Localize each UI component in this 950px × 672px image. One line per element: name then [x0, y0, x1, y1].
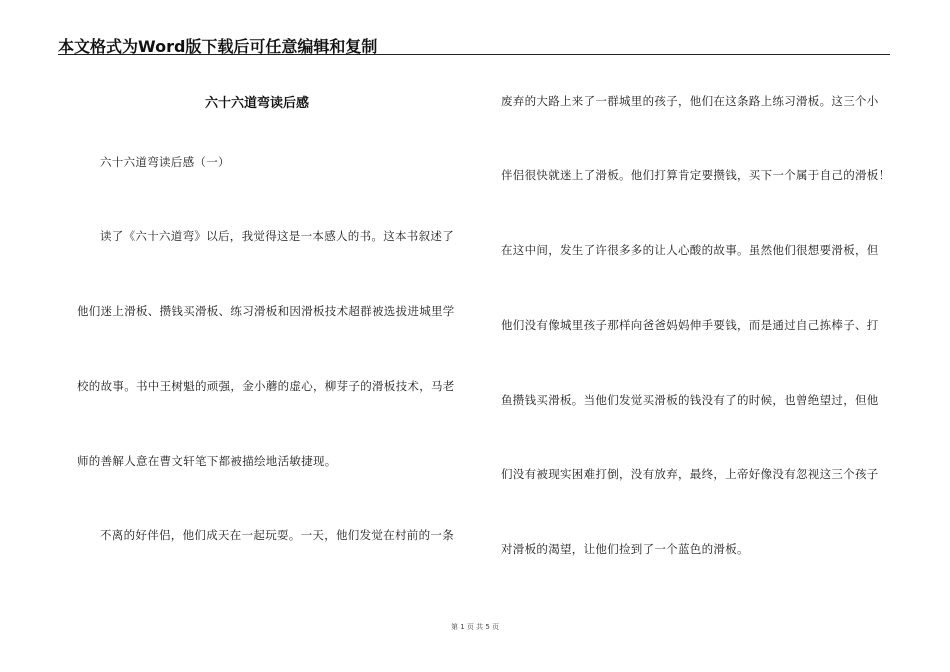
document-title: 六十六道弯读后感: [205, 96, 310, 111]
right-paragraph-line: 伴侣很快就迷上了滑板。他们打算肯定要攒钱，买下一个属于自己的滑板！: [501, 168, 891, 182]
left-paragraph-line: 六十六道弯读后感（一）: [100, 155, 230, 169]
header-divider: [58, 54, 890, 55]
left-paragraph-line: 师的善解人意在曹文轩笔下都被描绘地活敏捷现。: [77, 454, 337, 468]
right-paragraph-line: 对滑板的渴望，让他们捡到了一个蓝色的滑板。: [501, 542, 749, 556]
left-paragraph-line: 他们迷上滑板、攒钱买滑板、练习滑板和因滑板技术超群被选拔进城里学: [77, 304, 455, 318]
left-paragraph-line: 读了《六十六道弯》以后，我觉得这是一本感人的书。这本书叙述了: [100, 229, 454, 243]
right-paragraph-line: 他们没有像城里孩子那样向爸爸妈妈伸手要钱，而是通过自己拣棒子、打: [501, 318, 879, 332]
right-paragraph-line: 在这中间，发生了许很多多的让人心酸的故事。虽然他们很想要滑板，但: [501, 243, 879, 257]
left-paragraph-line: 不离的好伴侣，他们成天在一起玩耍。一天，他们发觉在村前的一条: [100, 528, 454, 542]
right-paragraph-line: 废弃的大路上来了一群城里的孩子，他们在这条路上练习滑板。这三个小: [501, 94, 879, 108]
left-paragraph-line: 校的故事。书中王树魁的顽强，金小蘑的虚心，柳芽子的滑板技术，马老: [77, 379, 455, 393]
document-header-banner: 本文格式为Word版下载后可任意编辑和复制: [58, 37, 378, 56]
right-paragraph-line: 们没有被现实困难打倒，没有放弃，最终，上帝好像没有忽视这三个孩子: [501, 467, 879, 481]
right-paragraph-line: 鱼攒钱买滑板。当他们发觉买滑板的钱没有了的时候，也曾绝望过，但他: [501, 393, 879, 407]
page-number: 第 1 页 共 5 页: [450, 623, 500, 631]
